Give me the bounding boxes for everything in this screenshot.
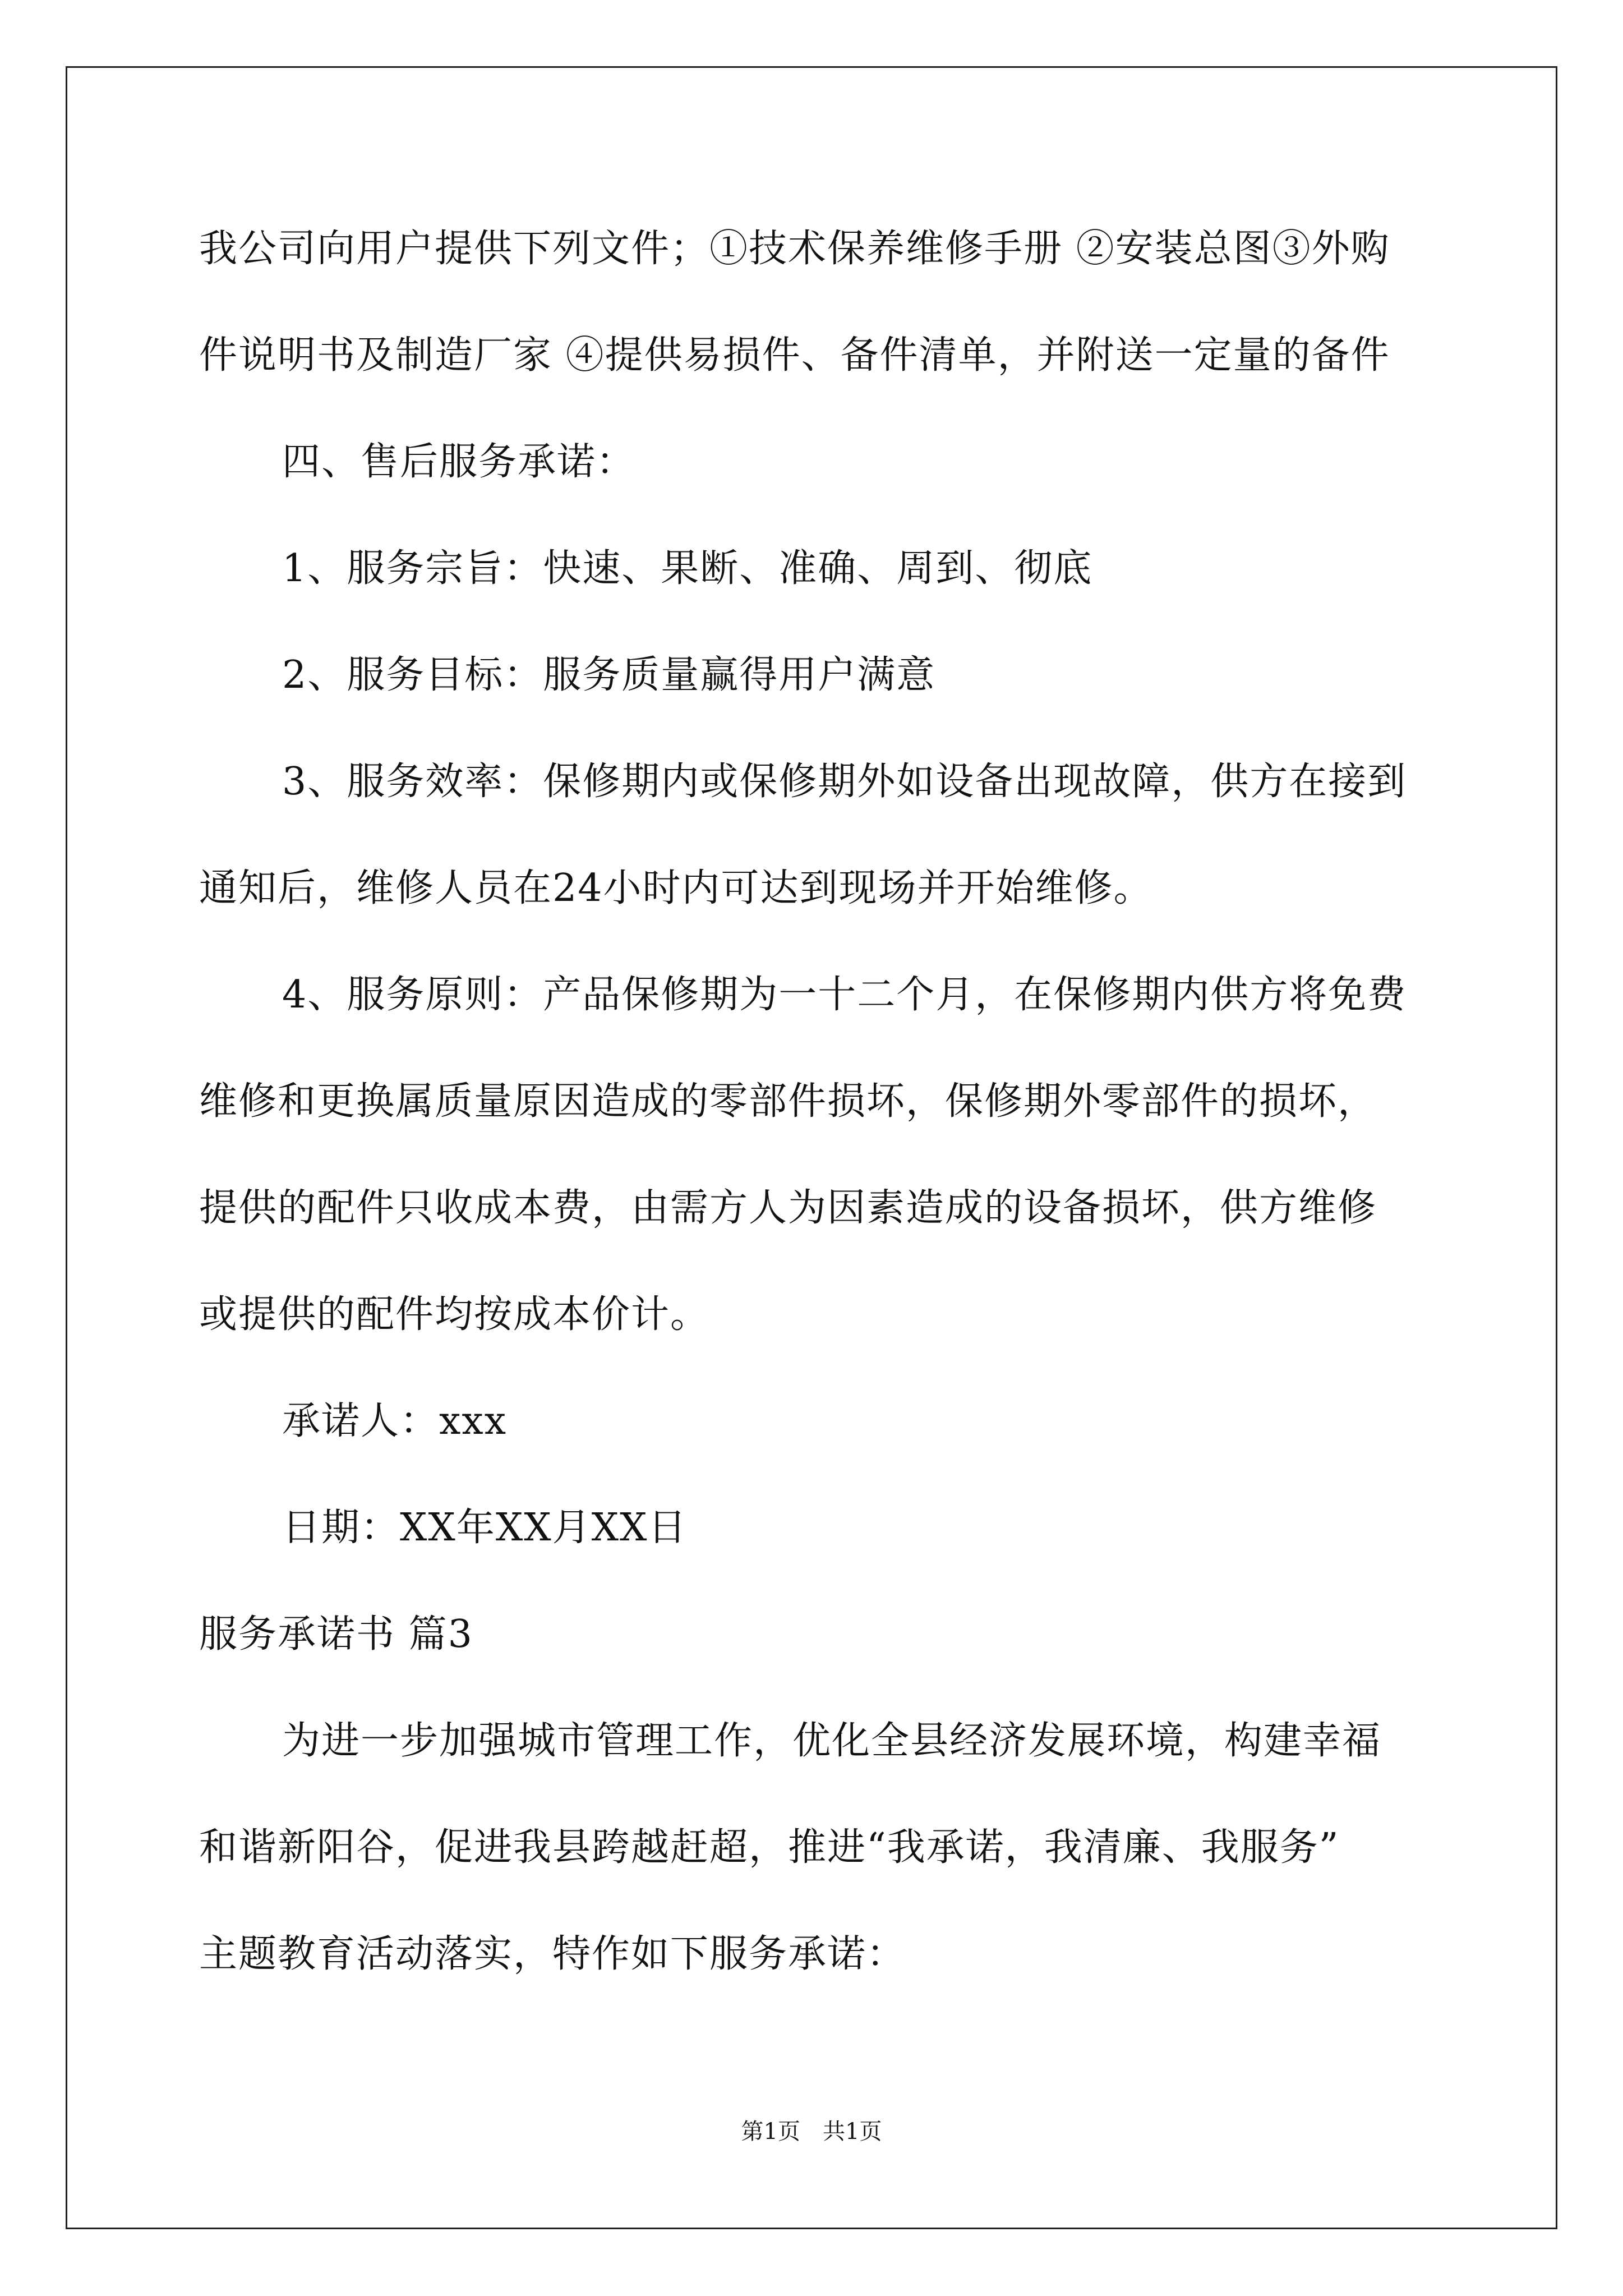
paragraph-line: 维修和更换属质量原因造成的零部件损坏，保修期外零部件的损坏， xyxy=(199,1079,1377,1124)
list-item: 2、服务目标：服务质量赢得用户满意 xyxy=(282,653,936,697)
paragraph-line: 件说明书及制造厂家 ④提供易损件、备件清单，并附送一定量的备件 xyxy=(199,333,1390,378)
paragraph-line: 我公司向用户提供下列文件；①技术保养维修手册 ②安装总图③外购 xyxy=(199,227,1390,271)
date-line: 日期：XX年XX月XX日 xyxy=(282,1506,688,1550)
list-item: 4、服务原则：产品保修期为一十二个月，在保修期内供方将免费 xyxy=(282,973,1407,1017)
paragraph-line: 和谐新阳谷，促进我县跨越赶超，推进“我承诺，我清廉、我服务” xyxy=(199,1825,1340,1870)
paragraph-line: 通知后，维修人员在24小时内可达到现场并开始维修。 xyxy=(199,866,1153,910)
paragraph-line: 或提供的配件均按成本价计。 xyxy=(199,1292,710,1337)
paragraph-line: 提供的配件只收成本费，由需方人为因素造成的设备损坏，供方维修 xyxy=(199,1186,1377,1230)
signatory-line: 承诺人：xxx xyxy=(282,1399,508,1443)
paragraph-line: 主题教育活动落实，特作如下服务承诺： xyxy=(199,1932,906,1976)
paragraph-line: 为进一步加强城市管理工作，优化全县经济发展环境，构建幸福 xyxy=(282,1719,1382,1763)
section-title: 服务承诺书 篇3 xyxy=(199,1612,473,1657)
page-number: 第1页 共1页 xyxy=(741,2119,882,2145)
list-item: 1、服务宗旨：快速、果断、准确、周到、彻底 xyxy=(282,546,1093,591)
list-item: 3、服务效率：保修期内或保修期外如设备出现故障，供方在接到 xyxy=(282,760,1407,804)
section-heading: 四、售后服务承诺： xyxy=(282,440,636,484)
page-border xyxy=(66,66,1557,2229)
